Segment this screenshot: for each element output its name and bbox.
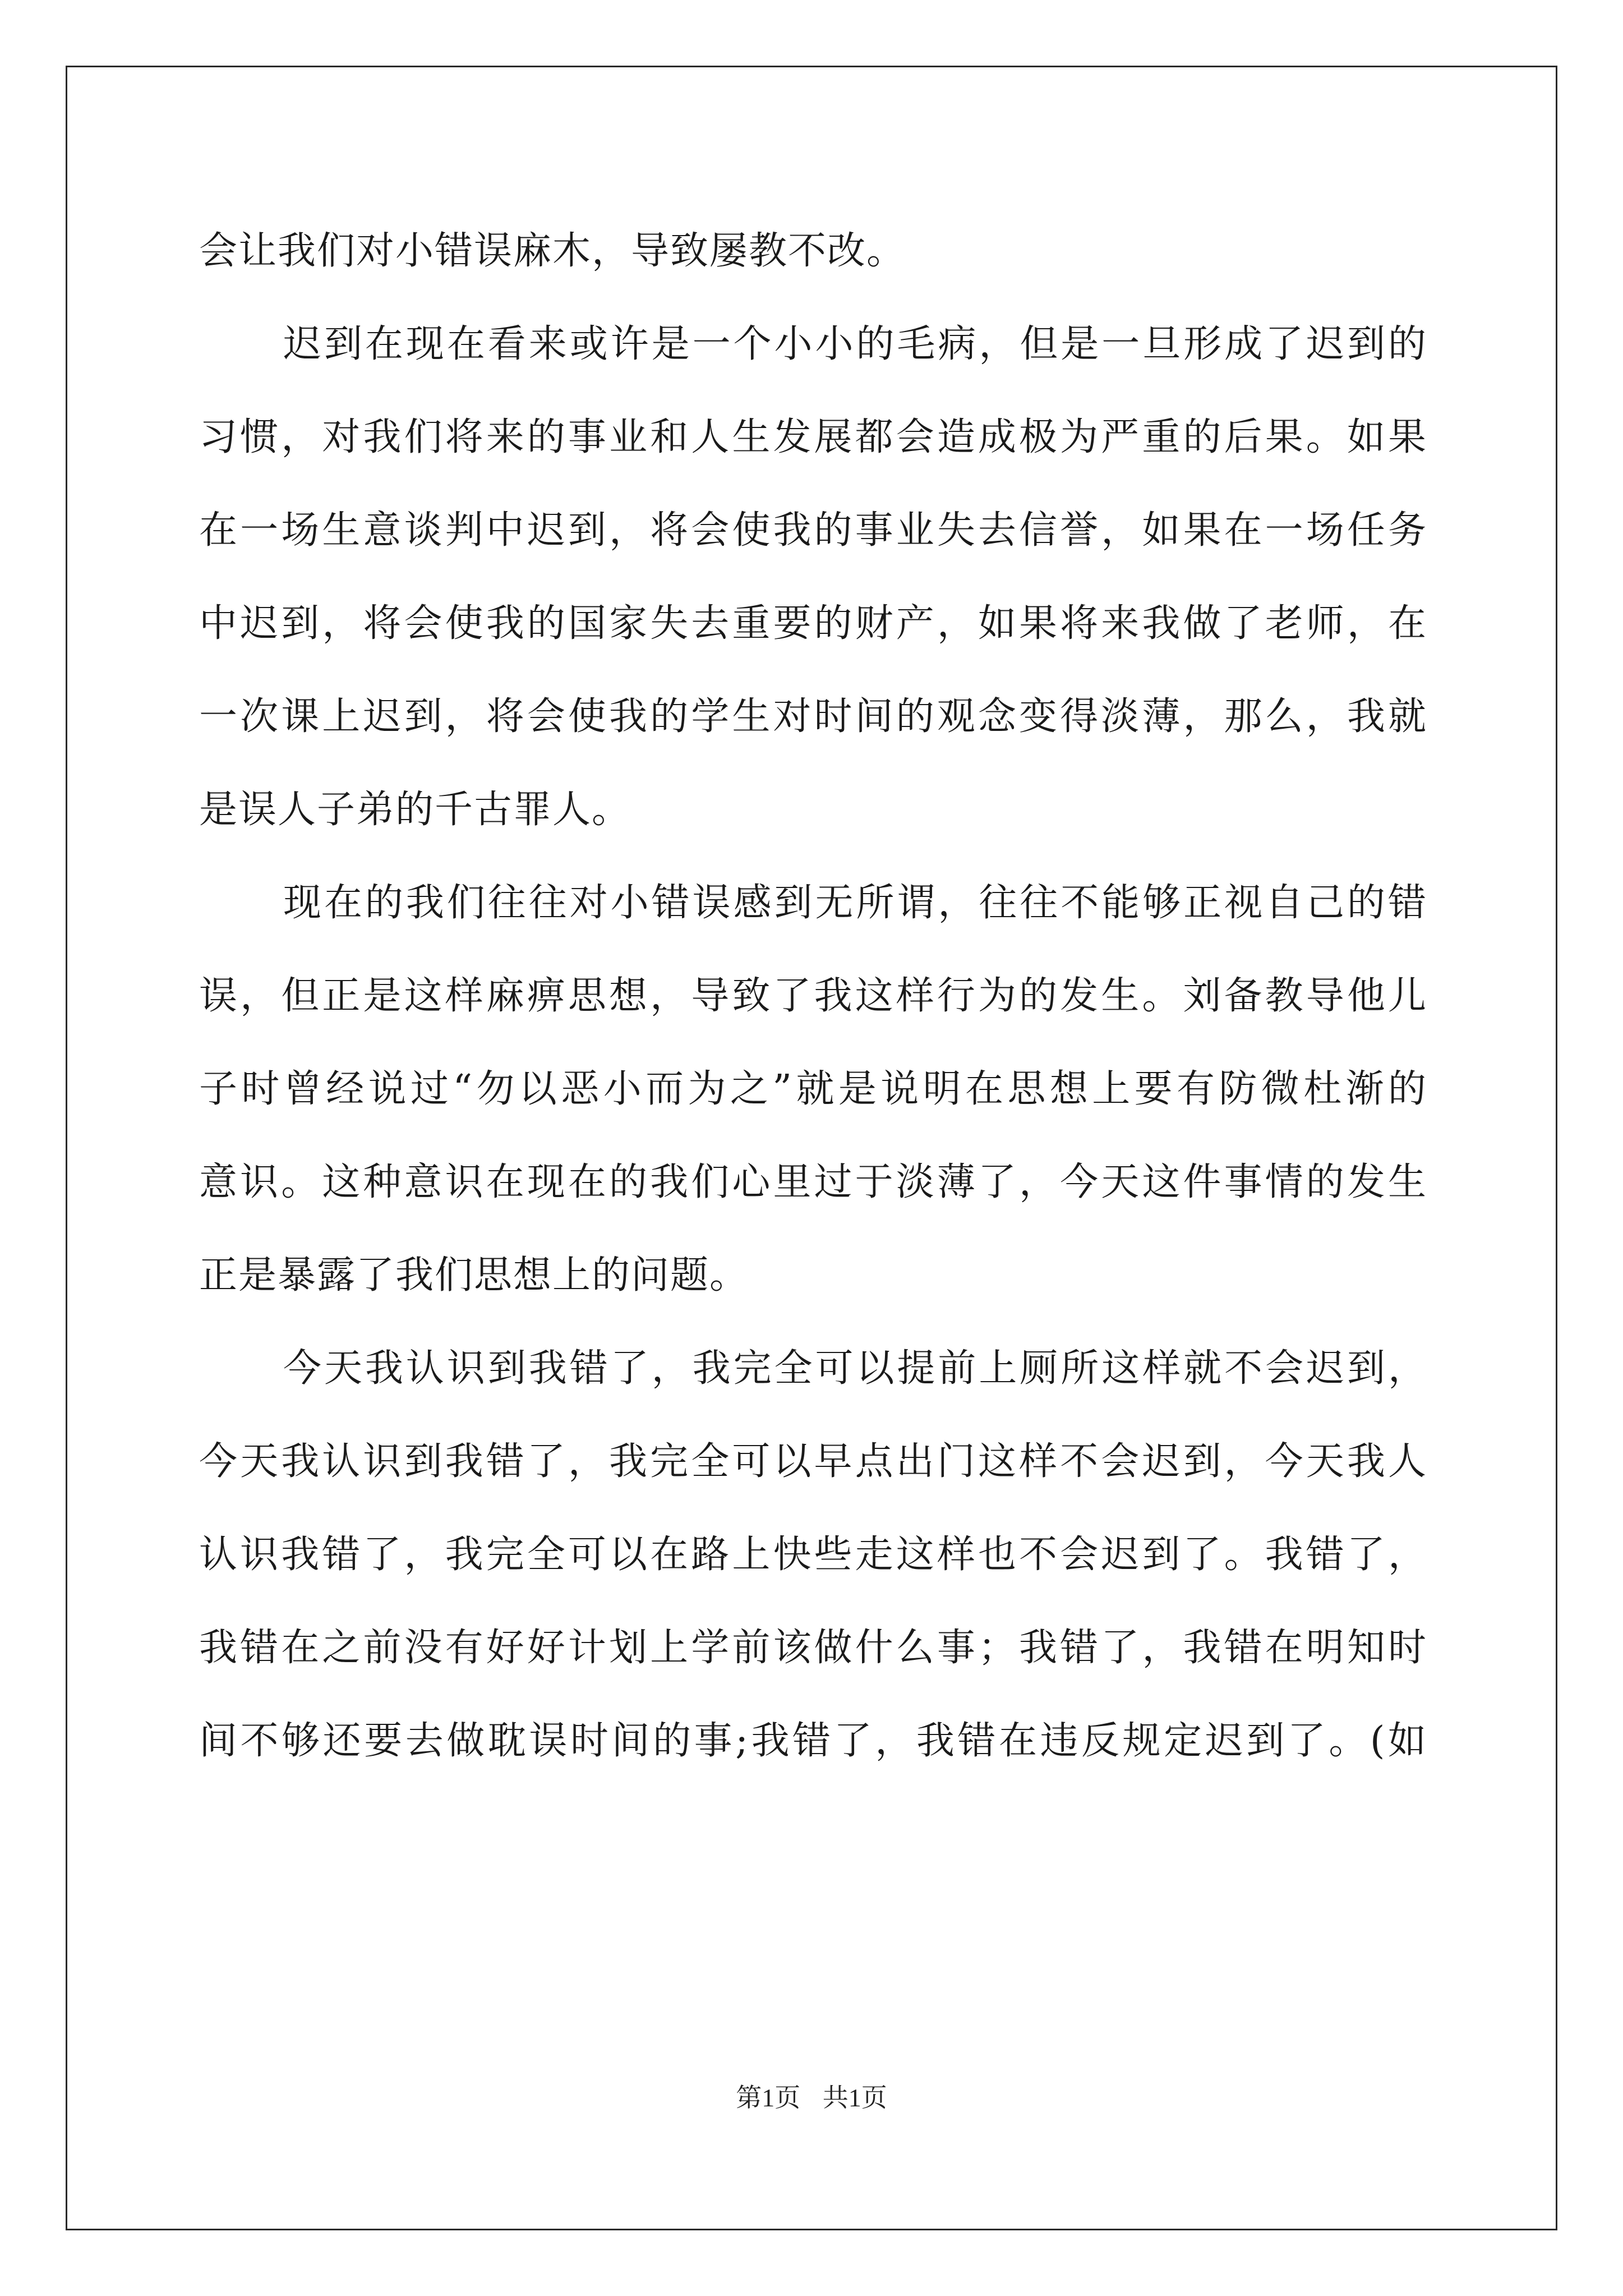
text-line: 误，但正是这样麻痹思想，导致了我这样行为的发生。刘备教导他儿 (199, 974, 1427, 1018)
document-body (199, 205, 1427, 1788)
text-line: 间不够还要去做耽误时间的事;我错了，我错在违反规定迟到了。(如 (199, 1719, 1427, 1763)
text-line: 在一场生意谈判中迟到，将会使我的事业失去信誉，如果在一场任务 (199, 508, 1427, 553)
page-footer (0, 2081, 1623, 2115)
text-line: 认识我错了，我完全可以在路上快些走这样也不会迟到了。我错了， (199, 1533, 1427, 1577)
text-line: 今天我认识到我错了，我完全可以早点出门这样不会迟到，今天我人 (199, 1439, 1427, 1484)
text-line: 子时曾经说过“勿以恶小而为之”就是说明在思想上要有防微杜渐的 (199, 1067, 1427, 1111)
text-line: 习惯，对我们将来的事业和人生发展都会造成极为严重的后果。如果 (199, 415, 1427, 459)
text-line: 中迟到，将会使我的国家失去重要的财产，如果将来我做了老师，在 (199, 601, 1427, 646)
paragraph-first-line: 迟到在现在看来或许是一个小小的毛病，但是一旦形成了迟到的 (283, 322, 1427, 366)
paragraph-first-line: 现在的我们往往对小错误感到无所谓，往往不能够正视自己的错 (283, 881, 1427, 925)
paragraph-first-line: 今天我认识到我错了，我完全可以提前上厕所这样就不会迟到， (283, 1346, 1427, 1391)
page-count: 共1页 (822, 2083, 887, 2112)
text-line: 是误人子弟的千古罪人。 (199, 788, 631, 832)
text-line: 我错在之前没有好好计划上学前该做什么事；我错了，我错在明知时 (199, 1626, 1427, 1670)
page-number: 第1页 (736, 2083, 801, 2112)
text-line: 意识。这种意识在现在的我们心里过于淡薄了，今天这件事情的发生 (199, 1160, 1427, 1204)
text-line: 会让我们对小错误麻木，导致屡教不改。 (199, 229, 906, 273)
text-line: 一次课上迟到，将会使我的学生对时间的观念变得淡薄，那么，我就 (199, 694, 1427, 739)
text-line: 正是暴露了我们思想上的问题。 (199, 1253, 749, 1297)
